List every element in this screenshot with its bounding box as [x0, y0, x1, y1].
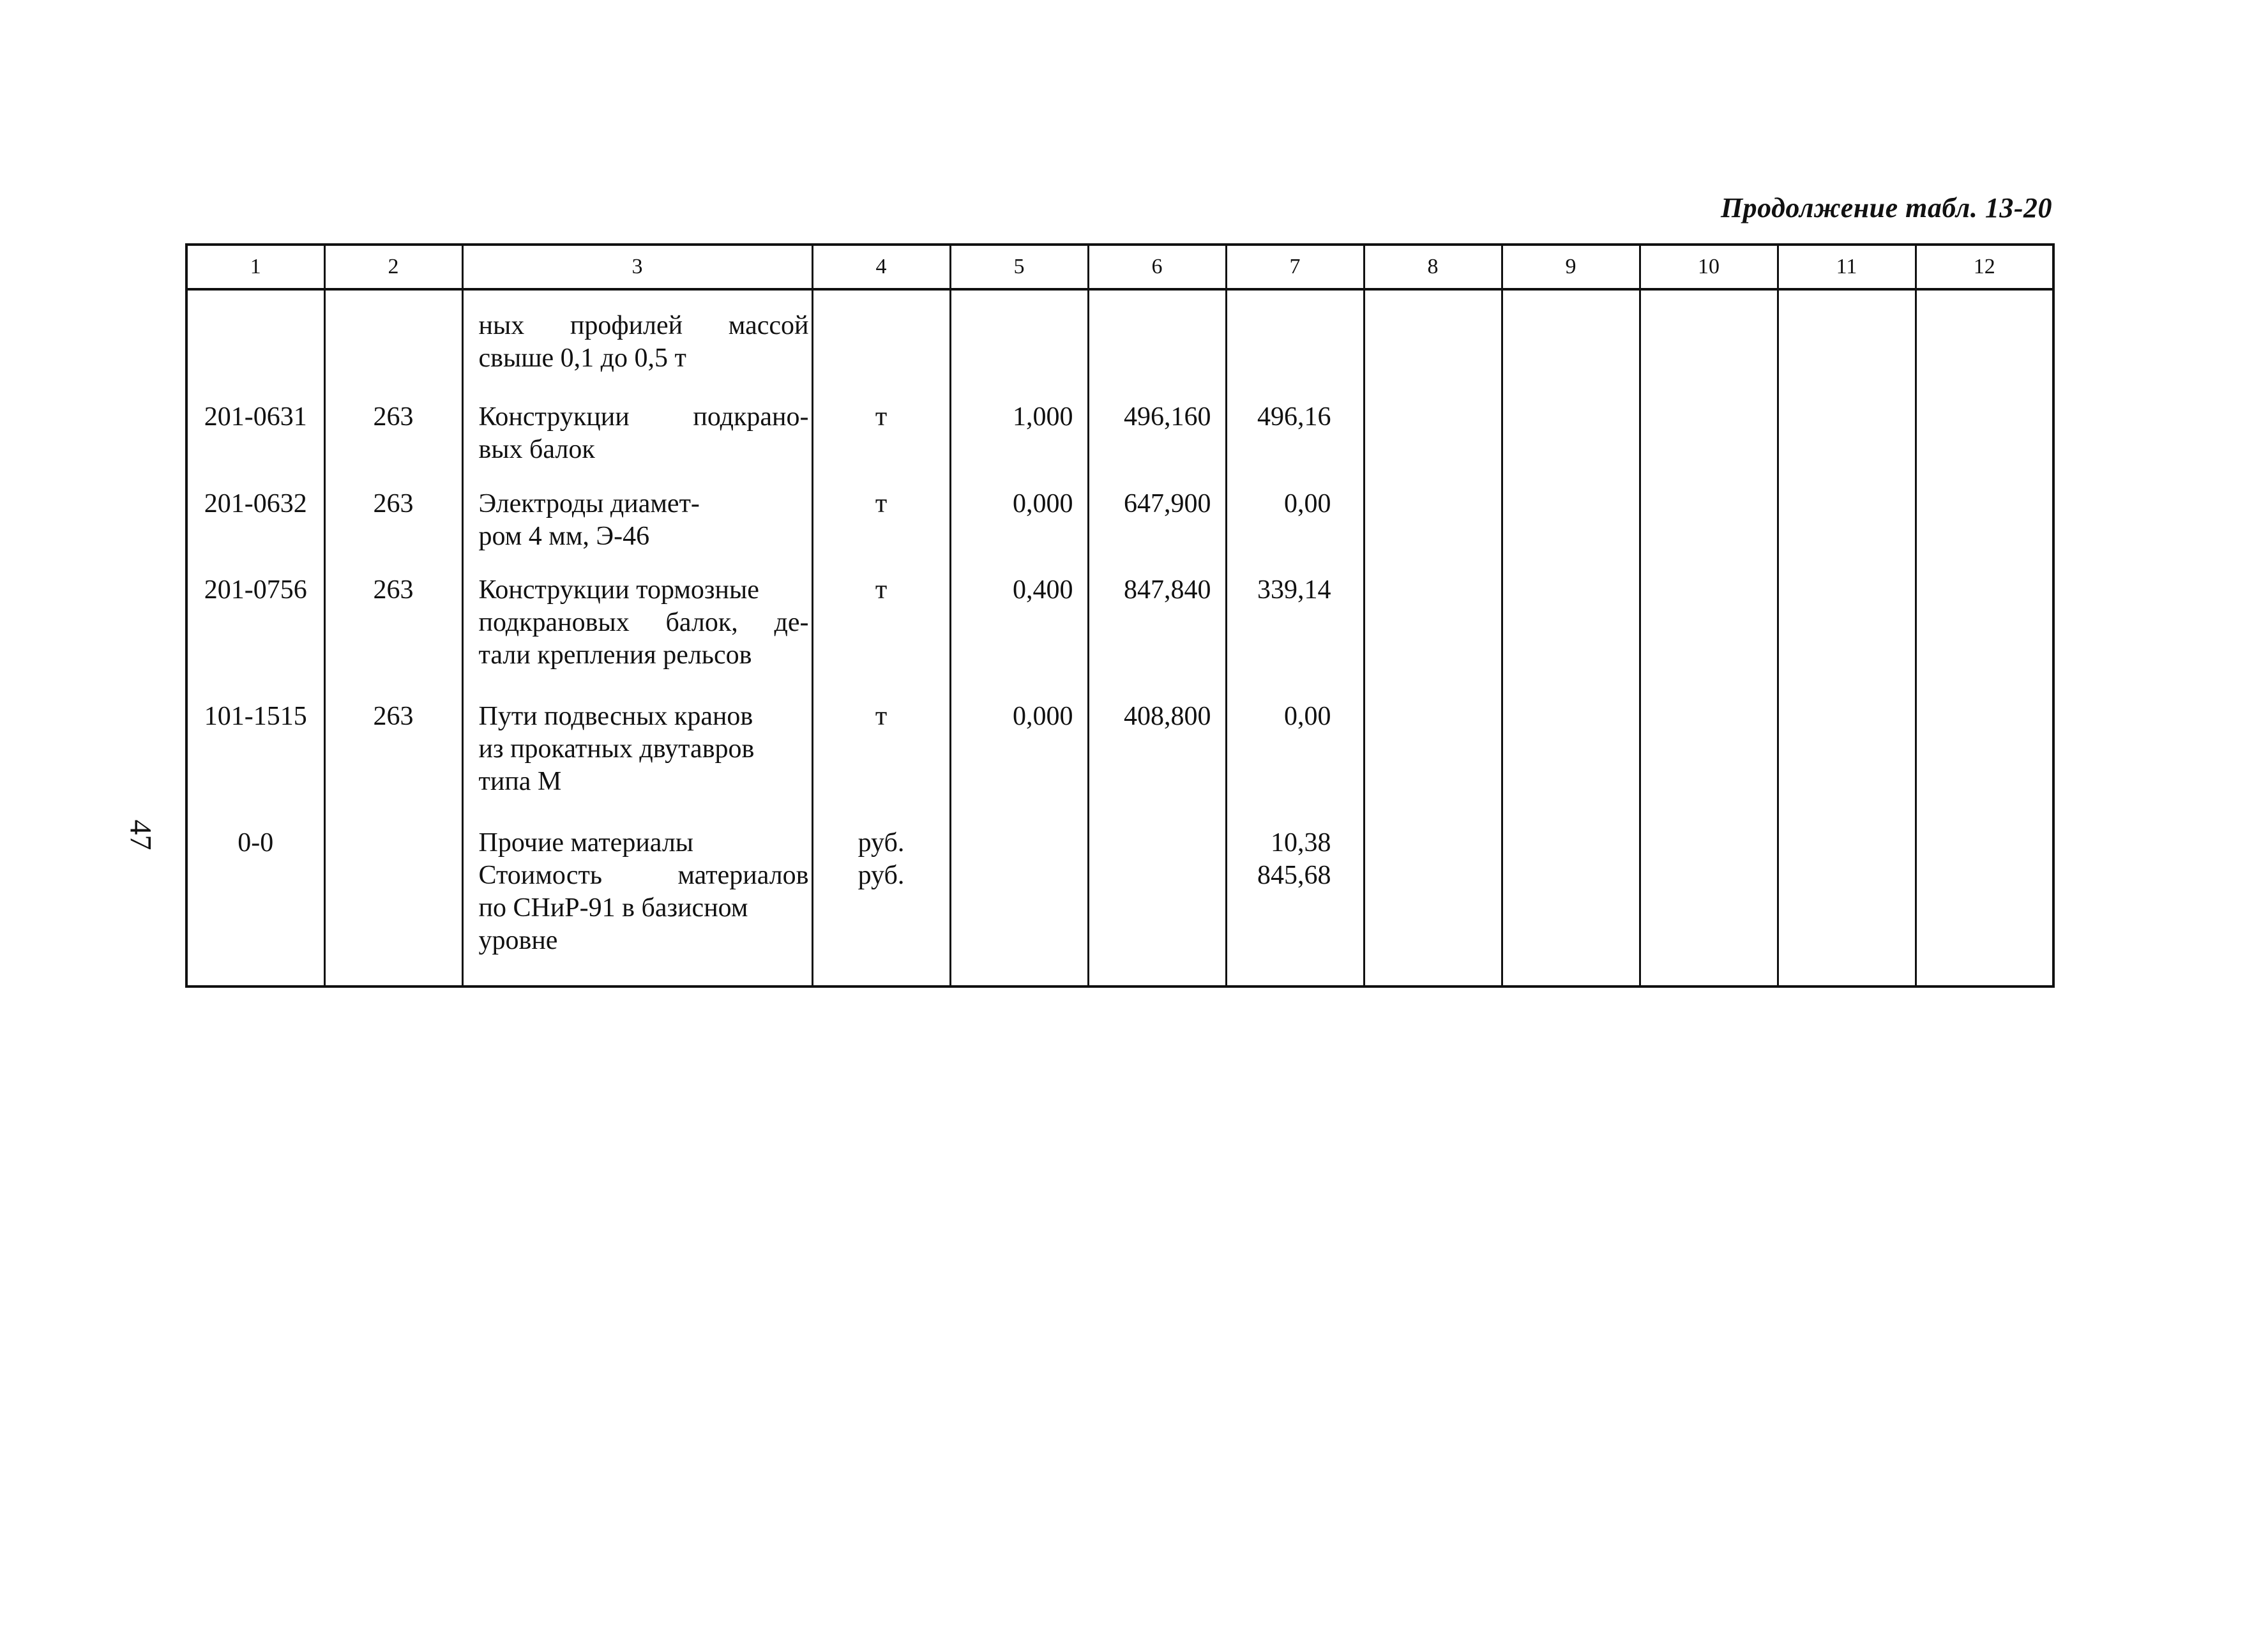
total-line: 10,38 [1271, 828, 1331, 858]
empty-cell [1916, 700, 2053, 819]
column-header: 4 [812, 245, 950, 289]
column-header: 6 [1088, 245, 1226, 289]
empty-cell [1640, 827, 1778, 985]
materials-table [185, 243, 2055, 988]
description-line: Пути подвесных кранов [478, 702, 753, 732]
empty-cell [1916, 827, 2053, 985]
empty-cell [1640, 574, 1778, 693]
description-line: вых балок [478, 434, 595, 464]
description-cell [462, 401, 812, 480]
empty-cell [1502, 289, 1640, 393]
unit-cell [812, 488, 950, 567]
description-line: уровне [478, 925, 558, 955]
table-row [186, 700, 2053, 819]
unit-line: т [875, 402, 888, 432]
unit-line: руб. [858, 860, 905, 890]
table-row [186, 574, 2053, 693]
total-cell [1226, 827, 1364, 985]
total-cell [1226, 401, 1364, 480]
empty-cell [1640, 700, 1778, 819]
column-header: 1 [186, 245, 324, 289]
unit-cell [812, 827, 950, 985]
quantity-cell [950, 289, 1088, 393]
quantity-cell: 0,000 [950, 700, 1088, 819]
price-cell: 496,160 [1088, 401, 1226, 480]
empty-cell [1778, 827, 1916, 985]
empty-cell [1778, 289, 1916, 393]
price-cell: 647,900 [1088, 488, 1226, 567]
empty-cell [1502, 574, 1640, 693]
code-cell [186, 289, 324, 393]
description-line: Конструкции тормозные [478, 575, 759, 605]
total-line: 496,16 [1257, 402, 1331, 432]
empty-cell [1916, 574, 2053, 693]
number-cell: 263 [324, 488, 462, 567]
description-line: тали крепления рельсов [478, 640, 752, 670]
quantity-cell: 0,000 [950, 488, 1088, 567]
total-cell [1226, 574, 1364, 693]
empty-cell [1364, 488, 1502, 567]
description-line: ром 4 мм, Э-46 [478, 521, 650, 551]
price-cell: 408,800 [1088, 700, 1226, 819]
quantity-cell [950, 827, 1088, 985]
description-line: Конструкции подкрано- [478, 402, 809, 432]
empty-cell [1502, 827, 1640, 985]
empty-cell [1640, 289, 1778, 393]
unit-cell [812, 401, 950, 480]
description-cell [462, 827, 812, 985]
empty-cell [1640, 401, 1778, 480]
empty-cell [1778, 401, 1916, 480]
unit-line: руб. [858, 828, 905, 858]
total-line: 845,68 [1257, 860, 1331, 890]
table-row [186, 289, 2053, 393]
table-filler [186, 985, 2053, 986]
empty-cell [1502, 700, 1640, 819]
empty-cell [1640, 488, 1778, 567]
description-line: Электроды диамет- [478, 488, 700, 518]
number-cell [324, 827, 462, 985]
table-row [186, 401, 2053, 480]
unit-line: т [875, 575, 888, 605]
code-cell: 201-0756 [186, 574, 324, 693]
total-line: 0,00 [1284, 702, 1331, 732]
description-line: типа М [478, 767, 562, 797]
empty-cell [1364, 574, 1502, 693]
table-row [186, 827, 2053, 985]
empty-cell [1916, 289, 2053, 393]
description-cell [462, 289, 812, 393]
price-cell [1088, 289, 1226, 393]
total-cell [1226, 488, 1364, 567]
empty-cell [1778, 488, 1916, 567]
description-cell [462, 488, 812, 567]
total-cell [1226, 700, 1364, 819]
code-cell: 101-1515 [186, 700, 324, 819]
empty-cell [1778, 574, 1916, 693]
empty-cell [1364, 401, 1502, 480]
price-cell: 847,840 [1088, 574, 1226, 693]
empty-cell [1364, 700, 1502, 819]
empty-cell [1364, 289, 1502, 393]
column-header: 3 [462, 245, 812, 289]
empty-cell [1364, 827, 1502, 985]
number-cell: 263 [324, 700, 462, 819]
unit-cell [812, 700, 950, 819]
page-number: 47 [123, 819, 158, 850]
number-cell: 263 [324, 401, 462, 480]
unit-line: т [875, 488, 888, 518]
column-header: 10 [1640, 245, 1778, 289]
description-line: по СНиР-91 в базисном [478, 893, 748, 923]
unit-line: т [875, 702, 888, 732]
total-line: 0,00 [1284, 488, 1331, 518]
empty-cell [1502, 488, 1640, 567]
header-row [186, 245, 2053, 289]
description-cell [462, 700, 812, 819]
unit-cell [812, 574, 950, 693]
quantity-cell: 1,000 [950, 401, 1088, 480]
column-header: 7 [1226, 245, 1364, 289]
column-header: 5 [950, 245, 1088, 289]
unit-cell [812, 289, 950, 393]
empty-cell [1916, 488, 2053, 567]
code-cell: 0-0 [186, 827, 324, 985]
column-header: 12 [1916, 245, 2053, 289]
number-cell: 263 [324, 574, 462, 693]
description-line: подкрановых балок, де- [478, 608, 809, 638]
description-line: Прочие материалы [478, 828, 693, 858]
empty-cell [1778, 700, 1916, 819]
total-line: 339,14 [1257, 575, 1331, 605]
total-cell [1226, 289, 1364, 393]
number-cell [324, 289, 462, 393]
table-caption: Продолжение табл. 13-20 [1720, 192, 2052, 223]
description-line: ных профилей массой [478, 311, 809, 340]
quantity-cell: 0,400 [950, 574, 1088, 693]
table-row [186, 488, 2053, 567]
code-cell: 201-0632 [186, 488, 324, 567]
empty-cell [1916, 401, 2053, 480]
code-cell: 201-0631 [186, 401, 324, 480]
description-line: свыше 0,1 до 0,5 т [478, 344, 686, 373]
description-line: из прокатных двутавров [478, 734, 755, 764]
column-header: 8 [1364, 245, 1502, 289]
price-cell [1088, 827, 1226, 985]
empty-cell [1502, 401, 1640, 480]
column-header: 11 [1778, 245, 1916, 289]
column-header: 2 [324, 245, 462, 289]
description-cell [462, 574, 812, 693]
column-header: 9 [1502, 245, 1640, 289]
description-line: Стоимость материалов [478, 860, 809, 890]
